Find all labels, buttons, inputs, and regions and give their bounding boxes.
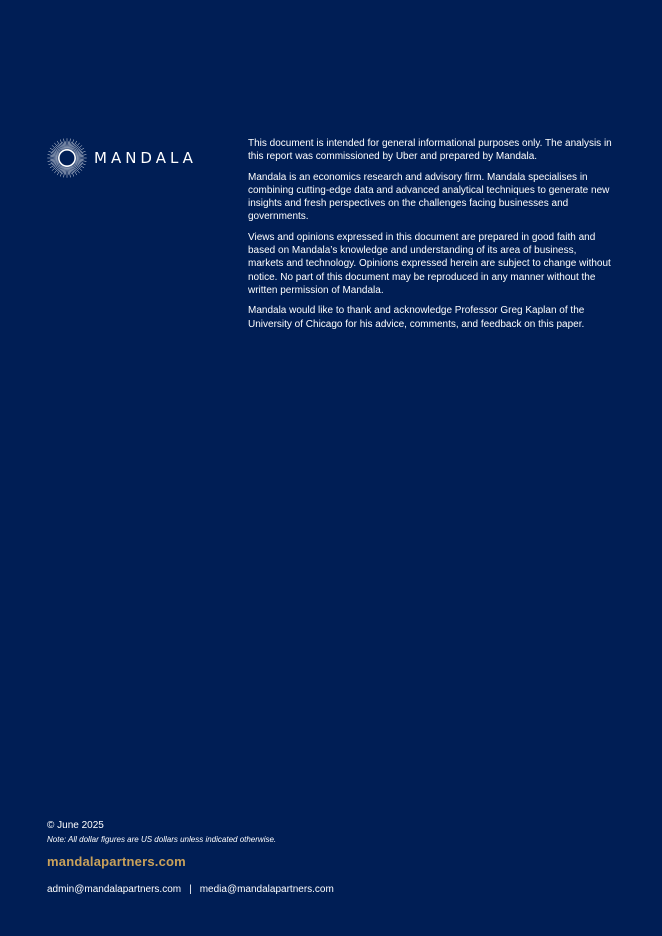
disclaimer-paragraph: Mandala is an economics research and advisory firm. Mandala specialises in combining cutting-edge data and advanced analytical techniques to generate new insights and fresh perspectives on the challenges facing businesses and governments. <box>248 171 610 223</box>
website-link[interactable]: mandalapartners.com <box>47 854 186 869</box>
media-email-link[interactable]: media@mandalapartners.com <box>199 884 334 895</box>
copyright-notice: © June 2025 <box>47 820 104 831</box>
admin-email-link[interactable]: admin@mandalapartners.com <box>47 884 182 895</box>
mandala-wordmark: MANDALA <box>94 148 197 167</box>
contact-line <box>47 884 607 896</box>
disclaimer-paragraph: This document is intended for general informational purposes only. The analysis in this report was commissioned by Uber and prepared by Mandala. <box>248 138 612 163</box>
currency-note: Note: All dollar figures are US dollars unless indicated otherwise. <box>47 835 277 844</box>
contact-separator: | <box>189 884 192 895</box>
mandala-logo <box>47 137 197 179</box>
disclaimer-text <box>248 137 612 338</box>
disclaimer-paragraph: Mandala would like to thank and acknowledge Professor Greg Kaplan of the University of Chicago for his advice, comments, and feedback on this paper. <box>248 305 585 330</box>
footer <box>47 820 607 896</box>
disclaimer-paragraph: Views and opinions expressed in this document are prepared in good faith and based on Mandala’s knowledge and understanding of its area of business, markets and technology. Opinions expressed herein are subject to change without notice. No part of this document may be reproduced in any manner without the written permission of Mandala. <box>248 231 611 296</box>
mandala-sunburst-icon <box>47 138 87 178</box>
